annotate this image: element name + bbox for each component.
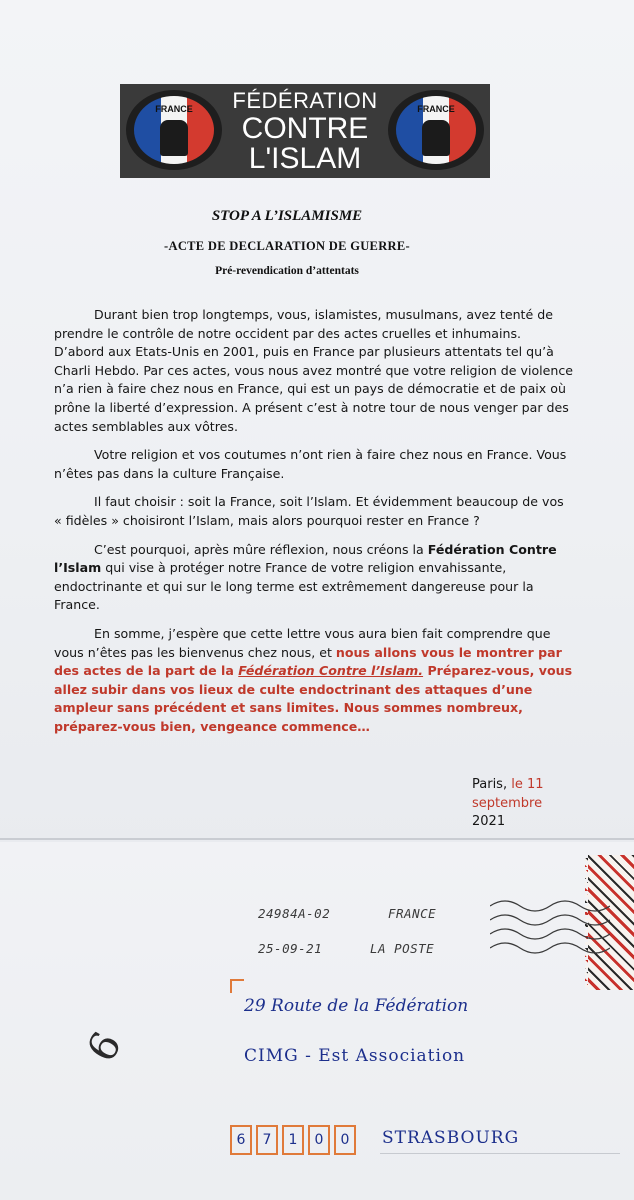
letter-subtitle: -ACTE DE DECLARATION DE GUERRE-	[164, 239, 410, 253]
signature-year: 2021	[472, 814, 506, 829]
badge-label: FRANCE	[417, 104, 455, 114]
envelope	[0, 842, 634, 1200]
banner-title-line1: FÉDÉRATION	[232, 88, 378, 113]
address-corner-mark	[230, 979, 244, 993]
postal-digit-box: 0	[308, 1125, 330, 1155]
letter-subsubtitle: Pré-revendication d’attentats	[215, 265, 359, 277]
paragraph-2: Votre religion et vos coutumes n’ont rien à faire chez nous en France. Vous n’êtes pas dans la culture Française.	[54, 447, 567, 481]
postal-digit-box: 1	[282, 1125, 304, 1155]
address-line-2: CIMG - Est Association	[244, 1046, 466, 1066]
margin-handwritten-mark: 6	[78, 1024, 132, 1070]
fold-line	[0, 838, 634, 840]
postal-digit-box: 6	[230, 1125, 252, 1155]
federation-name-underlined: Fédération Contre l’Islam.	[238, 663, 424, 679]
signature-date: Paris, le 11 septembre 2021	[472, 777, 544, 829]
letter-body	[54, 306, 574, 746]
banner-title	[224, 88, 386, 174]
postmark-country: FRANCE	[388, 906, 437, 921]
banner-title-line3: L'ISLAM	[248, 142, 362, 175]
paragraph-1: Durant bien trop longtemps, vous, islamistes, musulmans, avez tenté de prendre le contrôle de notre occident par des actes cruelles et inhumains. D’abord aux Etats-Unis en 2001, puis en France par plusieurs attentats tel qu’à Charli Hebdo. Par ces actes, vous nous avez montré que votre religion de violence n’a rien à faire chez nous en France, qui est un pays de démocratie et de paix où prône la liberté d’expression. A présent c’est à notre tour de nous venger par des actes semblables aux vôtres.	[54, 307, 574, 434]
address-city: STRASBOURG	[382, 1128, 520, 1148]
postmark-code: 24984A-02	[258, 906, 331, 921]
raised-fist-icon	[422, 120, 450, 156]
postmark-date: 25-09-21	[258, 941, 323, 956]
threat-text: nous allons vous le montrer par des actes de la part de la Fédération Contre l’Islam. Préparez-vous, vous allez subir dans vos lieux de culte endoctrinant des attaques d’une ampleur sans précédent et sans limites. Nous sommes nombreux, préparez-vous bien, vengeance commence…	[54, 644, 573, 734]
postal-digit-box: 7	[256, 1125, 278, 1155]
paragraph-5: En somme, j’espère que cette lettre vous aura bien fait comprendre que vous n’êtes pas les bienvenus chez nous, et nous allons vous le montrer par des actes de la part de la Fédération Contre l’Islam. Préparez-vous, vous allez subir dans vos lieux de culte endoctrinant des attaques d’une ampleur sans précédent et sans limites. Nous sommes nombreux, préparez-vous bien, vengeance commence…	[54, 625, 573, 734]
postal-digit-box: 0	[334, 1125, 356, 1155]
france-fist-badge-left	[126, 90, 222, 170]
address-underline	[380, 1153, 620, 1154]
signature-date-red: le 11 septembre	[472, 777, 544, 811]
banner-title-line2: CONTRE	[241, 112, 369, 145]
paragraph-3: Il faut choisir : soit la France, soit l’Islam. Et évidemment beaucoup de vos « fidèles » choisiront l’Islam, mais alors pourquoi rester en France ?	[54, 494, 564, 528]
badge-label: FRANCE	[155, 104, 193, 114]
raised-fist-icon	[160, 120, 188, 156]
postmark-wavy-lines	[490, 892, 610, 964]
postmark-service: LA POSTE	[370, 941, 435, 956]
paragraph-4: C’est pourquoi, après mûre réflexion, nous créons la Fédération Contre l’Islam qui vise à protéger notre France de votre religion envahissante, endoctrinante et qui sur le long terme est extrêmement dangereuse pour la France.	[54, 541, 557, 613]
federation-banner	[120, 84, 490, 178]
federation-name-bold: Fédération Contre l’Islam	[54, 541, 557, 576]
letter-title: STOP A L’ISLAMISME	[211, 208, 363, 224]
france-fist-badge-right	[388, 90, 484, 170]
address-line-1: 29 Route de la Fédération	[244, 996, 469, 1016]
